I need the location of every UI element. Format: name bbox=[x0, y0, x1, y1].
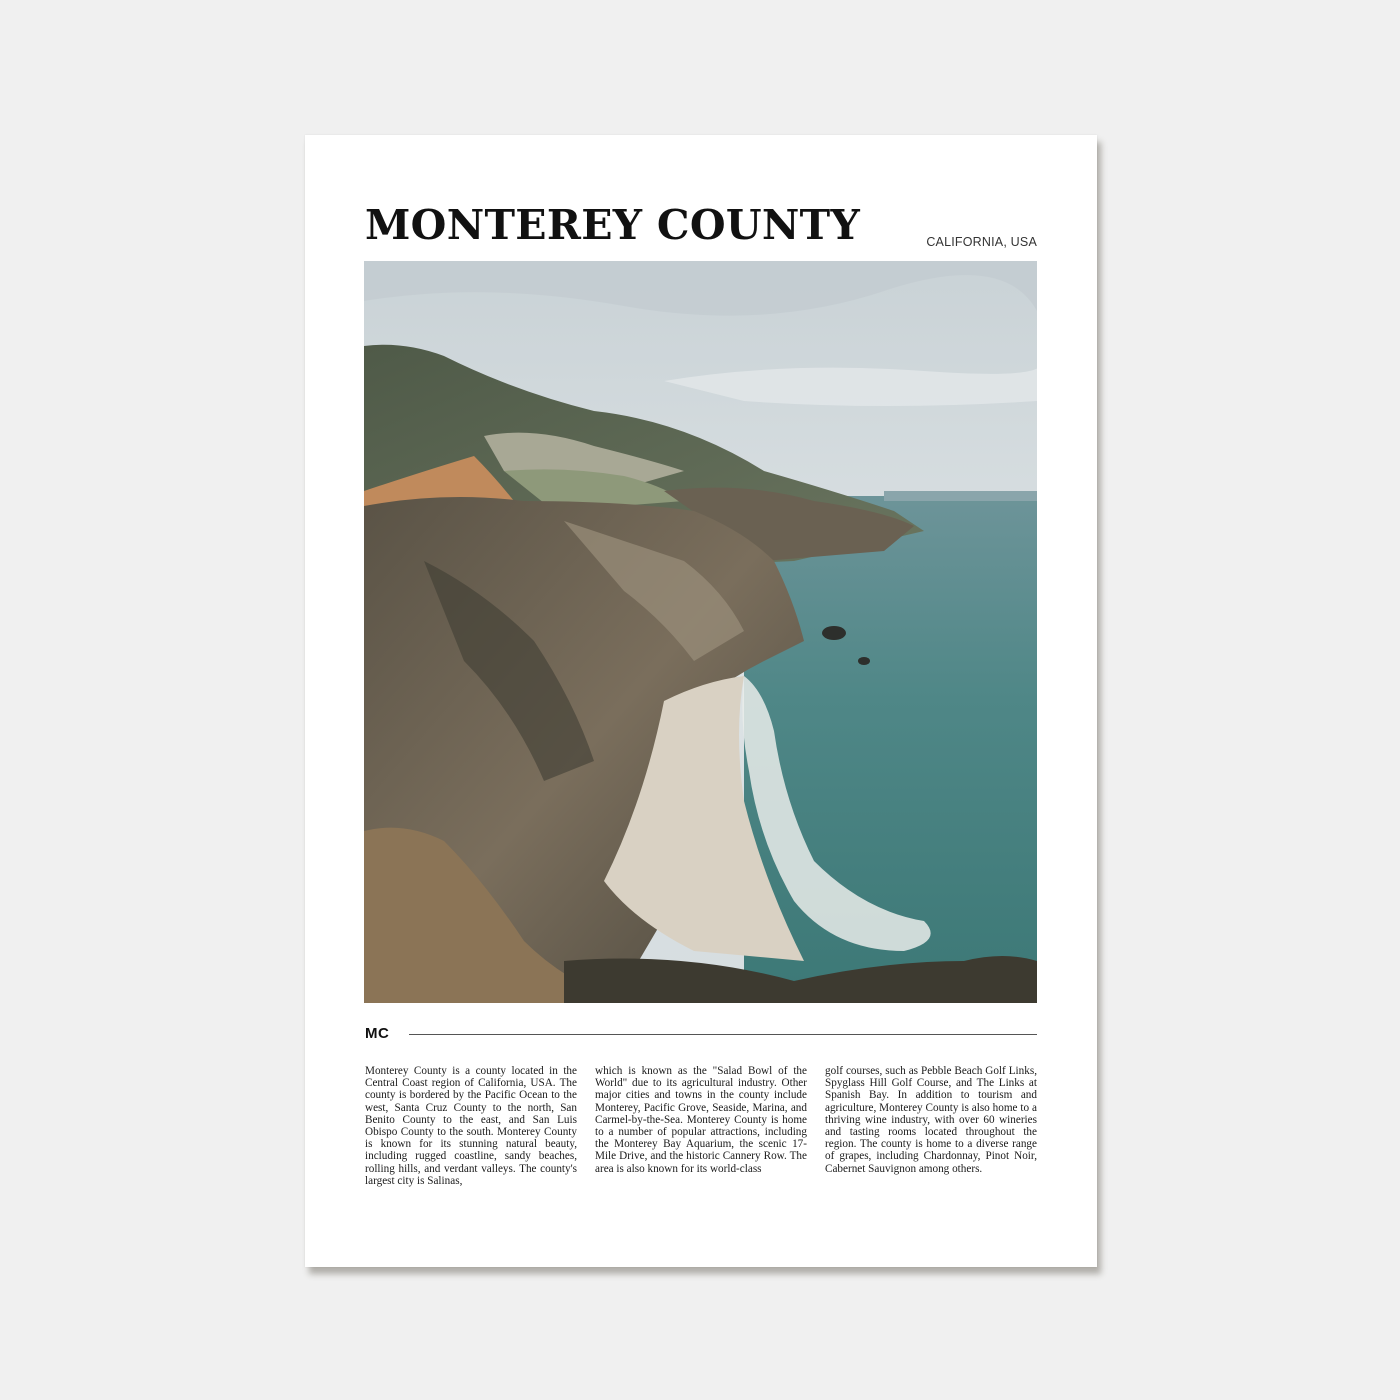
description-column-3: golf courses, such as Pebble Beach Golf Links, Spyglass Hill Golf Course, and The Links at Spanish Bay. In addition to tourism and agriculture, Monterey County is also home to a thriving wine industry, with over 60 wineries and tasting rooms located throughout the region. The county is home to a diverse range of grapes, including Chardonnay, Pinot Noir, Cabernet Sauvignon among others. bbox=[825, 1065, 1037, 1175]
coastal-photo bbox=[364, 261, 1037, 1003]
poster-title: MONTEREY COUNTY bbox=[365, 201, 861, 249]
poster-subtitle: CALIFORNIA, USA bbox=[926, 235, 1037, 249]
description-column-2: which is known as the "Salad Bowl of the World" due to its agricultural industry. Other major cities and towns in the county include Monterey, Pacific Grove, Seaside, Marina, and Carmel-by-the-Sea. Monterey County is home to a number of popular attractions, including the Monterey Bay Aquarium, the scenic 17-Mile Drive, and the historic Cannery Row. The area is also known for its world-class bbox=[595, 1065, 807, 1175]
divider-line bbox=[409, 1034, 1037, 1035]
monogram: MC bbox=[365, 1025, 390, 1042]
description-columns bbox=[365, 1065, 1037, 1187]
poster bbox=[305, 135, 1097, 1267]
description-column-1: Monterey County is a county located in the Central Coast region of California, USA. The county is bordered by the Pacific Ocean to the west, Santa Cruz County to the north, San Benito County to the east, and San Luis Obispo County to the south. Monterey County is known for its stunning natural beauty, including rugged coastline, sandy beaches, rolling hills, and verdant valleys. The county's largest city is Salinas, bbox=[365, 1065, 577, 1187]
